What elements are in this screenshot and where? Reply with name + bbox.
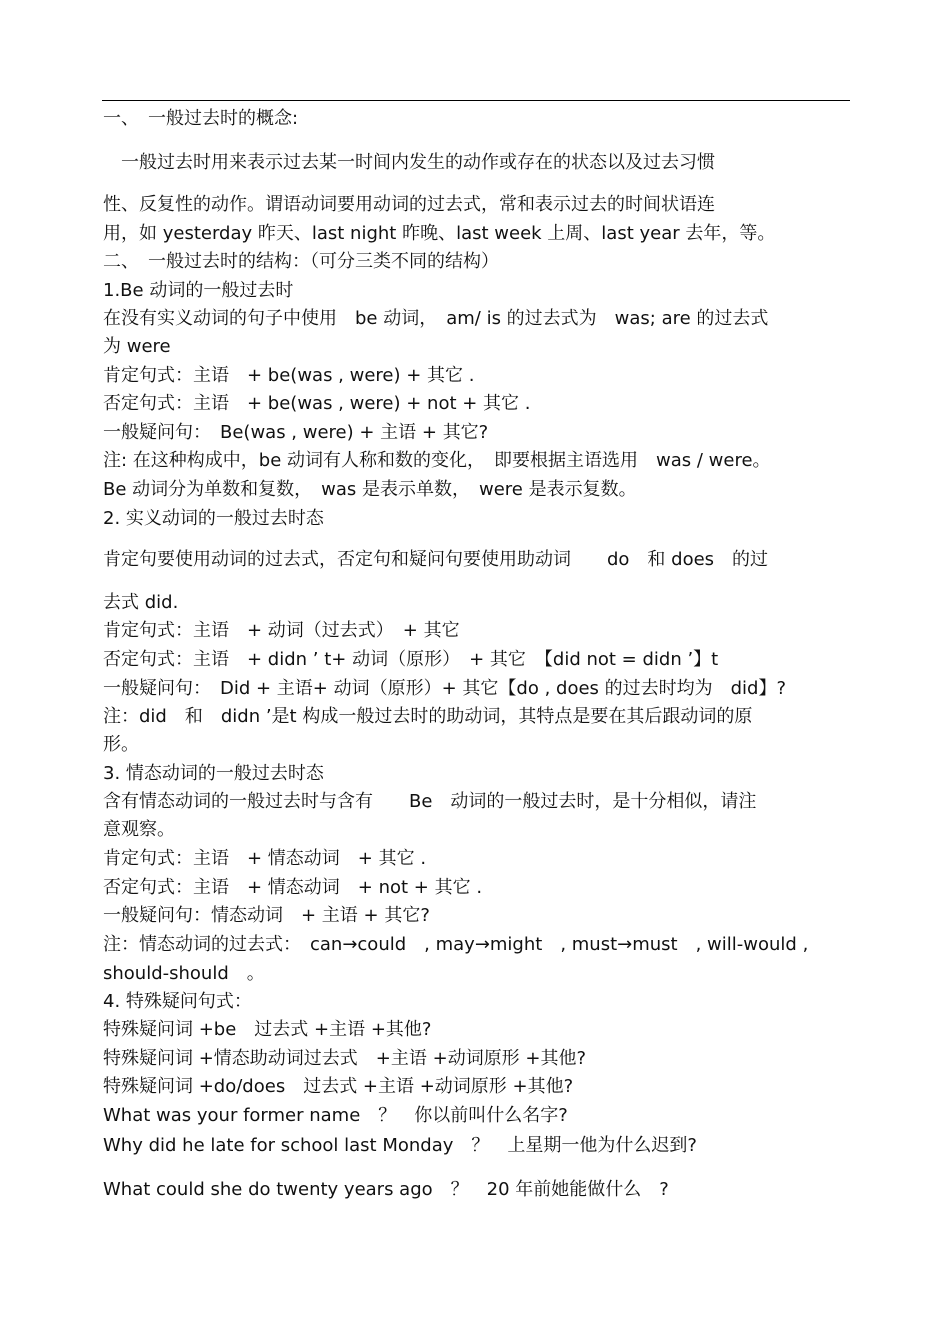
text-line: 注：did 和 didn ’是t 构成一般过去时的助动词，其特点是要在其后跟动词的原 bbox=[103, 706, 753, 727]
text-line: 特殊疑问词 +do/does 过去式 +主语 +动词原形 +其他? bbox=[103, 1076, 574, 1097]
text-line: 在没有实义动词的句子中使用 be 动词， am/ is 的过去式为 was; are 的过去式 bbox=[103, 308, 769, 329]
text-line: 一般疑问句：情态动词 + 主语 + 其它? bbox=[103, 905, 430, 926]
text-line: 意观察。 bbox=[103, 819, 175, 840]
text-line: 用，如 yesterday 昨天、last night 昨晚、last week 上周、last year 去年，等。 bbox=[103, 223, 776, 244]
example-sentence: What could she do twenty years ago ？ 20 年前她能做什么 ? bbox=[103, 1179, 669, 1200]
text-line: 注: 在这种构成中，be 动词有人称和数的变化， 即要根据主语选用 was / were。 bbox=[103, 450, 771, 471]
text-line: 为 were bbox=[103, 336, 171, 357]
text-line: 否定句式：主语 + be(was , were) + not + 其它 . bbox=[103, 393, 531, 414]
subheading-3: 3. 情态动词的一般过去时态 bbox=[103, 763, 324, 784]
example-sentence: Why did he late for school last Monday ？ 上星期一他为什么迟到? bbox=[103, 1135, 697, 1156]
text-line: 否定句式：主语 + didn ’ t+ 动词（原形） + 其它 【did not = didn ’】t bbox=[103, 649, 719, 670]
example-sentence: What was your former name ？ 你以前叫什么名字? bbox=[103, 1105, 568, 1126]
text-line: 肯定句式：主语 + 情态动词 + 其它 . bbox=[103, 848, 427, 869]
text-line: 一般疑问句： Did + 主语+ 动词（原形）+ 其它【do , does 的过去时均为 did】? bbox=[103, 678, 787, 699]
text-line: 一般疑问句： Be(was , were) + 主语 + 其它? bbox=[103, 422, 489, 443]
text-line: 性、反复性的动作。谓语动词要用动词的过去式，常和表示过去的时间状语连 bbox=[103, 194, 715, 215]
text-line: 一般过去时用来表示过去某一时间内发生的动作或存在的状态以及过去习惯 bbox=[103, 152, 715, 173]
text-line: 特殊疑问词 +情态助动词过去式 +主语 +动词原形 +其他? bbox=[103, 1048, 587, 1069]
text-line: 去式 did. bbox=[103, 592, 179, 613]
section-heading-2: 二、 一般过去时的结构：（可分三类不同的结构） bbox=[103, 251, 499, 272]
header-rule bbox=[102, 100, 850, 101]
text-line: 含有情态动词的一般过去时与含有 Be 动词的一般过去时，是十分相似，请注 bbox=[103, 791, 757, 812]
subheading-2: 2. 实义动词的一般过去时态 bbox=[103, 508, 324, 529]
text-line: Be 动词分为单数和复数， was 是表示单数， were 是表示复数。 bbox=[103, 479, 637, 500]
text-line: 特殊疑问词 +be 过去式 +主语 +其他? bbox=[103, 1019, 432, 1040]
subheading-1: 1.Be 动词的一般过去时 bbox=[103, 280, 294, 301]
text-line: should-should 。 bbox=[103, 963, 265, 984]
subheading-4: 4. 特殊疑问句式： bbox=[103, 991, 252, 1012]
text-line: 肯定句要使用动词的过去式，否定句和疑问句要使用助动词 do 和 does 的过 bbox=[103, 549, 769, 570]
text-line: 肯定句式：主语 + 动词（过去式） + 其它 bbox=[103, 620, 460, 641]
text-line: 形。 bbox=[103, 734, 139, 755]
text-line: 否定句式：主语 + 情态动词 + not + 其它 . bbox=[103, 877, 483, 898]
section-heading-1: 一、 一般过去时的概念: bbox=[103, 108, 299, 129]
text-line: 肯定句式：主语 + be(was , were) + 其它 . bbox=[103, 365, 475, 386]
text-line: 注：情态动词的过去式： can→could , may→might , must→must , will-would , bbox=[103, 934, 809, 955]
